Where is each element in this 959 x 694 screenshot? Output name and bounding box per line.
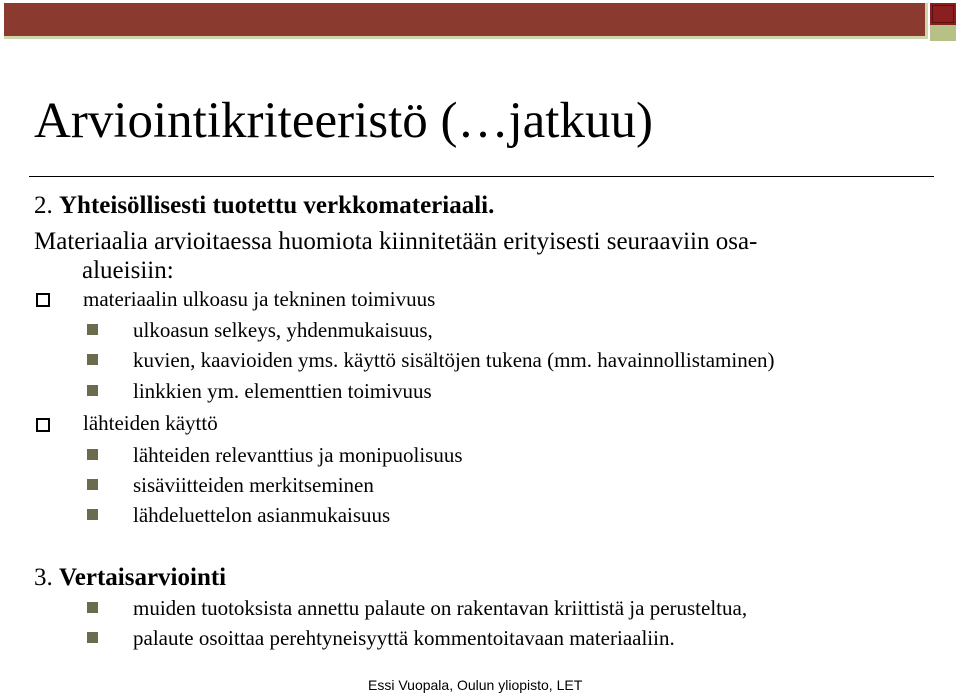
section2-heading: [34, 193, 494, 218]
square-bullet-icon: [87, 449, 98, 460]
square-bullet-icon: [87, 509, 98, 520]
list-item: lähdeluettelon asianmukaisuus: [133, 503, 391, 527]
corner-block-dark: [930, 3, 956, 25]
section2-number: 2.: [34, 192, 53, 219]
list-item: palaute osoittaa perehtyneisyyttä kommentoitavaan materiaaliin.: [133, 626, 675, 650]
hollow-square-bullet-icon: [36, 293, 50, 307]
top-banner: [4, 3, 928, 39]
list-item: muiden tuotoksista annettu palaute on rakentavan kriittistä ja perusteltua,: [133, 596, 748, 620]
section3-title: Vertaisarviointi: [59, 564, 227, 591]
section2-intro-line2: alueisiin:: [82, 257, 174, 284]
square-bullet-icon: [87, 354, 98, 365]
list-item: lähteiden relevanttius ja monipuolisuus: [133, 443, 463, 467]
corner-block-light: [930, 25, 956, 41]
section2-intro-line1: Materiaalia arvioitaessa huomiota kiinnitetään erityisesti seuraaviin osa-: [34, 228, 758, 255]
square-bullet-icon: [87, 385, 98, 396]
square-bullet-icon: [87, 602, 98, 613]
section3-heading: [34, 565, 226, 590]
square-bullet-icon: [87, 632, 98, 643]
group-label-appearance: materiaalin ulkoasu ja tekninen toimivuus: [83, 287, 436, 311]
square-bullet-icon: [87, 479, 98, 490]
list-item: linkkien ym. elementtien toimivuus: [133, 379, 432, 403]
list-item: kuvien, kaavioiden yms. käyttö sisältöjen tukena (mm. havainnollistaminen): [133, 348, 775, 372]
slide-title: Arviointikriteeristö (…jatkuu): [34, 93, 653, 149]
group-label-sources: lähteiden käyttö: [83, 411, 218, 435]
list-item: sisäviitteiden merkitseminen: [133, 473, 374, 497]
title-divider: [29, 176, 934, 177]
square-bullet-icon: [87, 324, 98, 335]
section2-title: Yhteisöllisesti tuotettu verkkomateriaali.: [59, 192, 495, 219]
footer-credit: Essi Vuopala, Oulun yliopisto, LET: [368, 677, 583, 693]
list-item: ulkoasun selkeys, yhdenmukaisuus,: [133, 318, 433, 342]
section3-number: 3.: [34, 564, 53, 591]
hollow-square-bullet-icon: [36, 418, 50, 432]
